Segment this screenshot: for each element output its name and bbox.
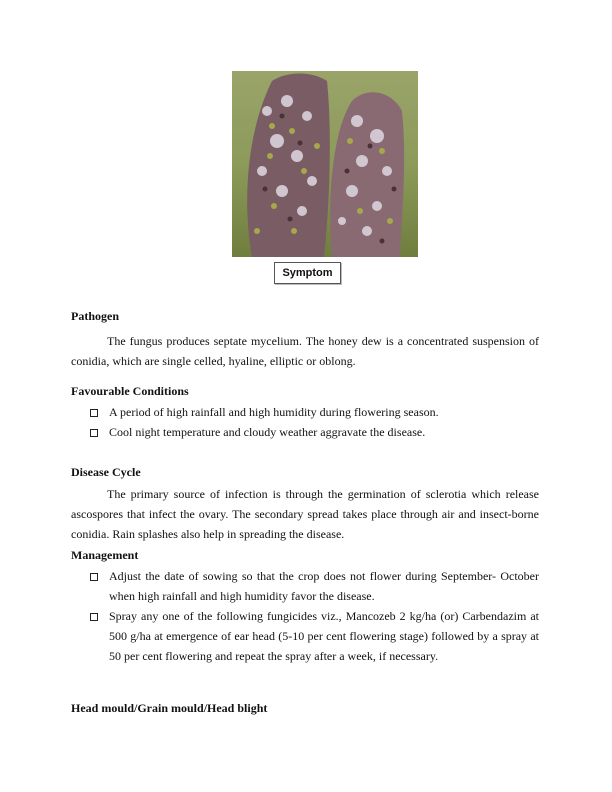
bullet-box-icon [90, 573, 98, 581]
disease-cycle-text: The primary source of infection is through the germination of sclerotia which release ascospores that infect the ovary. The secondary spread takes place through air and insect-borne conidia. Rain splashes also help in spreading the disease. [71, 487, 539, 541]
favourable-conditions-heading: Favourable Conditions [71, 384, 189, 398]
list-item: Adjust the date of sowing so that the crop does not flower during September- October when high rainfall and high humidity favor the disease. [90, 566, 539, 606]
pathogen-text: The fungus produces septate mycelium. The honey dew is a concentrated suspension of conidia, which are single celled, hyaline, elliptic or oblong. [71, 334, 539, 368]
list-item: Cool night temperature and cloudy weather aggravate the disease. [90, 422, 539, 442]
management-list [90, 566, 539, 666]
symptom-caption: Symptom [274, 262, 341, 284]
bullet-box-icon [90, 429, 98, 437]
bullet-box-icon [90, 409, 98, 417]
favourable-conditions-list [90, 402, 539, 442]
management-heading: Management [71, 548, 139, 562]
symptom-photo [232, 71, 418, 257]
pathogen-heading: Pathogen [71, 309, 119, 323]
head-mould-heading: Head mould/Grain mould/Head blight [71, 701, 268, 715]
disease-cycle-heading: Disease Cycle [71, 465, 141, 479]
list-item: Spray any one of the following fungicides viz., Mancozeb 2 kg/ha (or) Carbendazim at 500 g/ha at emergence of ear head (5-10 per cent flowering stage) followed by a spray at 50 per cent flowering and repeat the spray after a week, if necessary. [90, 606, 539, 666]
bullet-box-icon [90, 613, 98, 621]
list-item: A period of high rainfall and high humidity during flowering season. [90, 402, 539, 422]
